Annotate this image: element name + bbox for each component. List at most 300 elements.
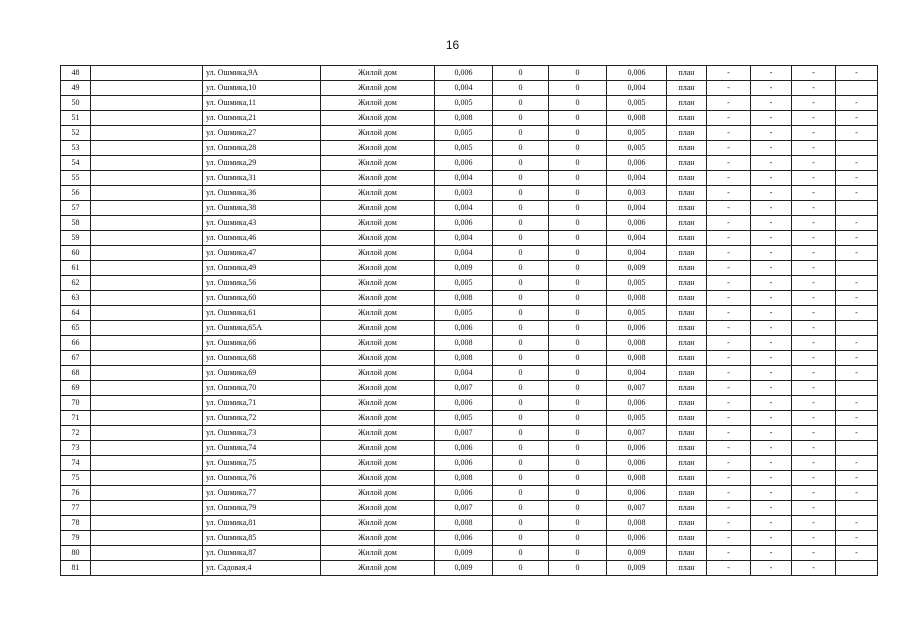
blank-cell xyxy=(91,411,203,426)
value-total-cell: 0,003 xyxy=(607,186,667,201)
address-cell: ул. Ошмика,66 xyxy=(203,336,321,351)
mark-4-cell: - xyxy=(836,96,878,111)
table-row xyxy=(61,486,878,501)
table-row xyxy=(61,186,878,201)
value-total-cell: 0,004 xyxy=(607,246,667,261)
value-3-cell: 0 xyxy=(549,216,607,231)
mark-4-cell xyxy=(836,381,878,396)
status-cell: план xyxy=(667,276,707,291)
mark-4-cell: - xyxy=(836,471,878,486)
table-row xyxy=(61,66,878,81)
value-1-cell: 0,006 xyxy=(435,441,493,456)
mark-3-cell: - xyxy=(792,441,836,456)
mark-2-cell: - xyxy=(751,381,792,396)
mark-3-cell: - xyxy=(792,381,836,396)
mark-2-cell: - xyxy=(751,516,792,531)
mark-1-cell: - xyxy=(707,351,751,366)
row-number-cell: 74 xyxy=(61,456,91,471)
table-row xyxy=(61,96,878,111)
blank-cell xyxy=(91,261,203,276)
table-row xyxy=(61,441,878,456)
table-body xyxy=(61,66,878,576)
row-number-cell: 55 xyxy=(61,171,91,186)
blank-cell xyxy=(91,216,203,231)
value-3-cell: 0 xyxy=(549,471,607,486)
table-row xyxy=(61,81,878,96)
mark-3-cell: - xyxy=(792,531,836,546)
value-3-cell: 0 xyxy=(549,246,607,261)
value-2-cell: 0 xyxy=(493,186,549,201)
table-row xyxy=(61,516,878,531)
value-1-cell: 0,004 xyxy=(435,366,493,381)
blank-cell xyxy=(91,156,203,171)
value-3-cell: 0 xyxy=(549,501,607,516)
value-2-cell: 0 xyxy=(493,306,549,321)
address-cell: ул. Ошмика,69 xyxy=(203,366,321,381)
building-type-cell: Жилой дом xyxy=(321,96,435,111)
value-total-cell: 0,008 xyxy=(607,111,667,126)
address-cell: ул. Ошмика,31 xyxy=(203,171,321,186)
mark-1-cell: - xyxy=(707,336,751,351)
mark-1-cell: - xyxy=(707,531,751,546)
blank-cell xyxy=(91,561,203,576)
row-number-cell: 73 xyxy=(61,441,91,456)
status-cell: план xyxy=(667,81,707,96)
building-type-cell: Жилой дом xyxy=(321,111,435,126)
mark-4-cell: - xyxy=(836,111,878,126)
building-type-cell: Жилой дом xyxy=(321,186,435,201)
status-cell: план xyxy=(667,66,707,81)
mark-2-cell: - xyxy=(751,396,792,411)
value-3-cell: 0 xyxy=(549,321,607,336)
status-cell: план xyxy=(667,411,707,426)
value-1-cell: 0,008 xyxy=(435,516,493,531)
blank-cell xyxy=(91,366,203,381)
mark-3-cell: - xyxy=(792,546,836,561)
value-1-cell: 0,004 xyxy=(435,81,493,96)
mark-4-cell: - xyxy=(836,516,878,531)
row-number-cell: 65 xyxy=(61,321,91,336)
mark-3-cell: - xyxy=(792,486,836,501)
value-2-cell: 0 xyxy=(493,141,549,156)
mark-2-cell: - xyxy=(751,261,792,276)
mark-1-cell: - xyxy=(707,291,751,306)
building-type-cell: Жилой дом xyxy=(321,411,435,426)
address-cell: ул. Ошмика,47 xyxy=(203,246,321,261)
status-cell: план xyxy=(667,516,707,531)
row-number-cell: 81 xyxy=(61,561,91,576)
table-row xyxy=(61,246,878,261)
value-3-cell: 0 xyxy=(549,381,607,396)
address-cell: ул. Ошмика,75 xyxy=(203,456,321,471)
value-3-cell: 0 xyxy=(549,516,607,531)
value-3-cell: 0 xyxy=(549,456,607,471)
address-cell: ул. Ошмика,76 xyxy=(203,471,321,486)
status-cell: план xyxy=(667,126,707,141)
building-type-cell: Жилой дом xyxy=(321,546,435,561)
blank-cell xyxy=(91,246,203,261)
value-2-cell: 0 xyxy=(493,81,549,96)
mark-3-cell: - xyxy=(792,66,836,81)
mark-4-cell: - xyxy=(836,456,878,471)
address-cell: ул. Ошмика,71 xyxy=(203,396,321,411)
mark-3-cell: - xyxy=(792,411,836,426)
mark-4-cell xyxy=(836,261,878,276)
value-1-cell: 0,005 xyxy=(435,276,493,291)
value-1-cell: 0,006 xyxy=(435,66,493,81)
status-cell: план xyxy=(667,111,707,126)
mark-4-cell xyxy=(836,141,878,156)
mark-1-cell: - xyxy=(707,486,751,501)
table-row xyxy=(61,156,878,171)
value-3-cell: 0 xyxy=(549,96,607,111)
mark-3-cell: - xyxy=(792,501,836,516)
value-2-cell: 0 xyxy=(493,531,549,546)
mark-2-cell: - xyxy=(751,411,792,426)
mark-4-cell xyxy=(836,201,878,216)
address-cell: ул. Ошмика,56 xyxy=(203,276,321,291)
blank-cell xyxy=(91,66,203,81)
value-2-cell: 0 xyxy=(493,246,549,261)
row-number-cell: 75 xyxy=(61,471,91,486)
mark-4-cell xyxy=(836,321,878,336)
value-1-cell: 0,006 xyxy=(435,456,493,471)
row-number-cell: 69 xyxy=(61,381,91,396)
value-3-cell: 0 xyxy=(549,276,607,291)
row-number-cell: 77 xyxy=(61,501,91,516)
mark-2-cell: - xyxy=(751,366,792,381)
building-type-cell: Жилой дом xyxy=(321,426,435,441)
status-cell: план xyxy=(667,201,707,216)
mark-4-cell: - xyxy=(836,231,878,246)
blank-cell xyxy=(91,516,203,531)
value-1-cell: 0,009 xyxy=(435,561,493,576)
value-1-cell: 0,006 xyxy=(435,531,493,546)
mark-1-cell: - xyxy=(707,306,751,321)
mark-2-cell: - xyxy=(751,321,792,336)
value-3-cell: 0 xyxy=(549,486,607,501)
value-3-cell: 0 xyxy=(549,171,607,186)
row-number-cell: 80 xyxy=(61,546,91,561)
mark-2-cell: - xyxy=(751,561,792,576)
mark-1-cell: - xyxy=(707,501,751,516)
row-number-cell: 72 xyxy=(61,426,91,441)
value-1-cell: 0,005 xyxy=(435,306,493,321)
mark-1-cell: - xyxy=(707,261,751,276)
mark-3-cell: - xyxy=(792,111,836,126)
table-row xyxy=(61,426,878,441)
address-cell: ул. Ошмика,72 xyxy=(203,411,321,426)
address-cell: ул. Ошмика,60 xyxy=(203,291,321,306)
mark-2-cell: - xyxy=(751,141,792,156)
status-cell: план xyxy=(667,351,707,366)
address-cell: ул. Ошмика,87 xyxy=(203,546,321,561)
mark-2-cell: - xyxy=(751,111,792,126)
blank-cell xyxy=(91,96,203,111)
address-cell: ул. Ошмика,74 xyxy=(203,441,321,456)
building-type-cell: Жилой дом xyxy=(321,321,435,336)
mark-1-cell: - xyxy=(707,381,751,396)
value-2-cell: 0 xyxy=(493,231,549,246)
building-type-cell: Жилой дом xyxy=(321,261,435,276)
blank-cell xyxy=(91,306,203,321)
blank-cell xyxy=(91,111,203,126)
value-2-cell: 0 xyxy=(493,96,549,111)
value-total-cell: 0,008 xyxy=(607,351,667,366)
building-type-cell: Жилой дом xyxy=(321,561,435,576)
value-total-cell: 0,009 xyxy=(607,561,667,576)
status-cell: план xyxy=(667,306,707,321)
blank-cell xyxy=(91,186,203,201)
value-2-cell: 0 xyxy=(493,501,549,516)
mark-2-cell: - xyxy=(751,216,792,231)
status-cell: план xyxy=(667,321,707,336)
row-number-cell: 70 xyxy=(61,396,91,411)
value-1-cell: 0,004 xyxy=(435,171,493,186)
value-2-cell: 0 xyxy=(493,471,549,486)
building-type-cell: Жилой дом xyxy=(321,291,435,306)
blank-cell xyxy=(91,351,203,366)
status-cell: план xyxy=(667,561,707,576)
value-3-cell: 0 xyxy=(549,201,607,216)
mark-2-cell: - xyxy=(751,81,792,96)
mark-1-cell: - xyxy=(707,411,751,426)
value-1-cell: 0,008 xyxy=(435,291,493,306)
mark-4-cell: - xyxy=(836,306,878,321)
mark-3-cell: - xyxy=(792,126,836,141)
value-total-cell: 0,007 xyxy=(607,426,667,441)
value-3-cell: 0 xyxy=(549,156,607,171)
row-number-cell: 78 xyxy=(61,516,91,531)
blank-cell xyxy=(91,276,203,291)
mark-1-cell: - xyxy=(707,456,751,471)
value-1-cell: 0,008 xyxy=(435,111,493,126)
value-2-cell: 0 xyxy=(493,366,549,381)
blank-cell xyxy=(91,396,203,411)
mark-3-cell: - xyxy=(792,561,836,576)
mark-3-cell: - xyxy=(792,156,836,171)
mark-2-cell: - xyxy=(751,306,792,321)
row-number-cell: 67 xyxy=(61,351,91,366)
status-cell: план xyxy=(667,366,707,381)
mark-2-cell: - xyxy=(751,96,792,111)
mark-1-cell: - xyxy=(707,126,751,141)
mark-4-cell: - xyxy=(836,546,878,561)
mark-3-cell: - xyxy=(792,261,836,276)
row-number-cell: 56 xyxy=(61,186,91,201)
blank-cell xyxy=(91,126,203,141)
mark-3-cell: - xyxy=(792,456,836,471)
status-cell: план xyxy=(667,471,707,486)
value-1-cell: 0,007 xyxy=(435,501,493,516)
value-1-cell: 0,007 xyxy=(435,381,493,396)
table-row xyxy=(61,291,878,306)
value-3-cell: 0 xyxy=(549,546,607,561)
value-2-cell: 0 xyxy=(493,546,549,561)
address-cell: ул. Ошмика,79 xyxy=(203,501,321,516)
status-cell: план xyxy=(667,186,707,201)
value-total-cell: 0,005 xyxy=(607,96,667,111)
value-1-cell: 0,003 xyxy=(435,186,493,201)
address-cell: ул. Ошмика,77 xyxy=(203,486,321,501)
table-row xyxy=(61,561,878,576)
value-2-cell: 0 xyxy=(493,561,549,576)
mark-2-cell: - xyxy=(751,486,792,501)
value-total-cell: 0,004 xyxy=(607,231,667,246)
mark-2-cell: - xyxy=(751,126,792,141)
table-row xyxy=(61,231,878,246)
value-3-cell: 0 xyxy=(549,231,607,246)
value-2-cell: 0 xyxy=(493,171,549,186)
table-row xyxy=(61,321,878,336)
value-3-cell: 0 xyxy=(549,291,607,306)
address-cell: ул. Ошмика,73 xyxy=(203,426,321,441)
mark-1-cell: - xyxy=(707,156,751,171)
table-row xyxy=(61,141,878,156)
mark-3-cell: - xyxy=(792,366,836,381)
building-type-cell: Жилой дом xyxy=(321,366,435,381)
mark-2-cell: - xyxy=(751,456,792,471)
address-cell: ул. Ошмика,65А xyxy=(203,321,321,336)
mark-3-cell: - xyxy=(792,351,836,366)
table-row xyxy=(61,111,878,126)
mark-2-cell: - xyxy=(751,531,792,546)
address-cell: ул. Ошмика,61 xyxy=(203,306,321,321)
value-3-cell: 0 xyxy=(549,306,607,321)
row-number-cell: 64 xyxy=(61,306,91,321)
value-total-cell: 0,004 xyxy=(607,201,667,216)
building-type-cell: Жилой дом xyxy=(321,531,435,546)
value-2-cell: 0 xyxy=(493,291,549,306)
value-1-cell: 0,005 xyxy=(435,411,493,426)
value-total-cell: 0,004 xyxy=(607,81,667,96)
blank-cell xyxy=(91,426,203,441)
value-2-cell: 0 xyxy=(493,336,549,351)
status-cell: план xyxy=(667,231,707,246)
value-2-cell: 0 xyxy=(493,261,549,276)
mark-2-cell: - xyxy=(751,171,792,186)
blank-cell xyxy=(91,546,203,561)
row-number-cell: 52 xyxy=(61,126,91,141)
status-cell: план xyxy=(667,531,707,546)
mark-1-cell: - xyxy=(707,366,751,381)
address-cell: ул. Ошмика,21 xyxy=(203,111,321,126)
mark-3-cell: - xyxy=(792,246,836,261)
building-type-cell: Жилой дом xyxy=(321,171,435,186)
table-row xyxy=(61,501,878,516)
mark-4-cell: - xyxy=(836,426,878,441)
value-total-cell: 0,009 xyxy=(607,261,667,276)
value-2-cell: 0 xyxy=(493,441,549,456)
status-cell: план xyxy=(667,261,707,276)
row-number-cell: 48 xyxy=(61,66,91,81)
mark-3-cell: - xyxy=(792,306,836,321)
address-cell: ул. Ошмика,43 xyxy=(203,216,321,231)
building-type-cell: Жилой дом xyxy=(321,156,435,171)
blank-cell xyxy=(91,381,203,396)
table-row xyxy=(61,216,878,231)
building-type-cell: Жилой дом xyxy=(321,231,435,246)
blank-cell xyxy=(91,201,203,216)
building-type-cell: Жилой дом xyxy=(321,501,435,516)
table-row xyxy=(61,126,878,141)
value-total-cell: 0,006 xyxy=(607,156,667,171)
mark-1-cell: - xyxy=(707,96,751,111)
address-cell: ул. Ошмика,10 xyxy=(203,81,321,96)
mark-4-cell: - xyxy=(836,411,878,426)
value-1-cell: 0,008 xyxy=(435,336,493,351)
value-3-cell: 0 xyxy=(549,411,607,426)
mark-1-cell: - xyxy=(707,81,751,96)
status-cell: план xyxy=(667,246,707,261)
value-2-cell: 0 xyxy=(493,516,549,531)
value-2-cell: 0 xyxy=(493,276,549,291)
mark-4-cell: - xyxy=(836,396,878,411)
table-row xyxy=(61,336,878,351)
value-total-cell: 0,006 xyxy=(607,321,667,336)
mark-3-cell: - xyxy=(792,321,836,336)
status-cell: план xyxy=(667,396,707,411)
building-type-cell: Жилой дом xyxy=(321,276,435,291)
mark-4-cell: - xyxy=(836,336,878,351)
value-total-cell: 0,005 xyxy=(607,126,667,141)
value-2-cell: 0 xyxy=(493,411,549,426)
status-cell: план xyxy=(667,336,707,351)
mark-3-cell: - xyxy=(792,141,836,156)
address-cell: ул. Ошмика,27 xyxy=(203,126,321,141)
mark-2-cell: - xyxy=(751,546,792,561)
row-number-cell: 63 xyxy=(61,291,91,306)
address-cell: ул. Ошмика,81 xyxy=(203,516,321,531)
mark-1-cell: - xyxy=(707,66,751,81)
table-row xyxy=(61,381,878,396)
value-total-cell: 0,009 xyxy=(607,546,667,561)
building-type-cell: Жилой дом xyxy=(321,141,435,156)
value-3-cell: 0 xyxy=(549,396,607,411)
value-2-cell: 0 xyxy=(493,351,549,366)
mark-4-cell: - xyxy=(836,66,878,81)
status-cell: план xyxy=(667,456,707,471)
blank-cell xyxy=(91,231,203,246)
row-number-cell: 62 xyxy=(61,276,91,291)
building-type-cell: Жилой дом xyxy=(321,201,435,216)
blank-cell xyxy=(91,321,203,336)
address-cell: ул. Ошмика,36 xyxy=(203,186,321,201)
status-cell: план xyxy=(667,426,707,441)
value-1-cell: 0,008 xyxy=(435,471,493,486)
value-3-cell: 0 xyxy=(549,81,607,96)
value-2-cell: 0 xyxy=(493,111,549,126)
address-cell: ул. Ошмика,11 xyxy=(203,96,321,111)
value-total-cell: 0,007 xyxy=(607,381,667,396)
building-type-cell: Жилой дом xyxy=(321,66,435,81)
row-number-cell: 54 xyxy=(61,156,91,171)
status-cell: план xyxy=(667,156,707,171)
value-3-cell: 0 xyxy=(549,66,607,81)
mark-2-cell: - xyxy=(751,351,792,366)
row-number-cell: 66 xyxy=(61,336,91,351)
mark-4-cell: - xyxy=(836,126,878,141)
value-2-cell: 0 xyxy=(493,456,549,471)
value-2-cell: 0 xyxy=(493,156,549,171)
mark-4-cell: - xyxy=(836,216,878,231)
row-number-cell: 58 xyxy=(61,216,91,231)
building-type-cell: Жилой дом xyxy=(321,516,435,531)
value-1-cell: 0,009 xyxy=(435,546,493,561)
mark-3-cell: - xyxy=(792,516,836,531)
value-1-cell: 0,006 xyxy=(435,321,493,336)
mark-2-cell: - xyxy=(751,471,792,486)
